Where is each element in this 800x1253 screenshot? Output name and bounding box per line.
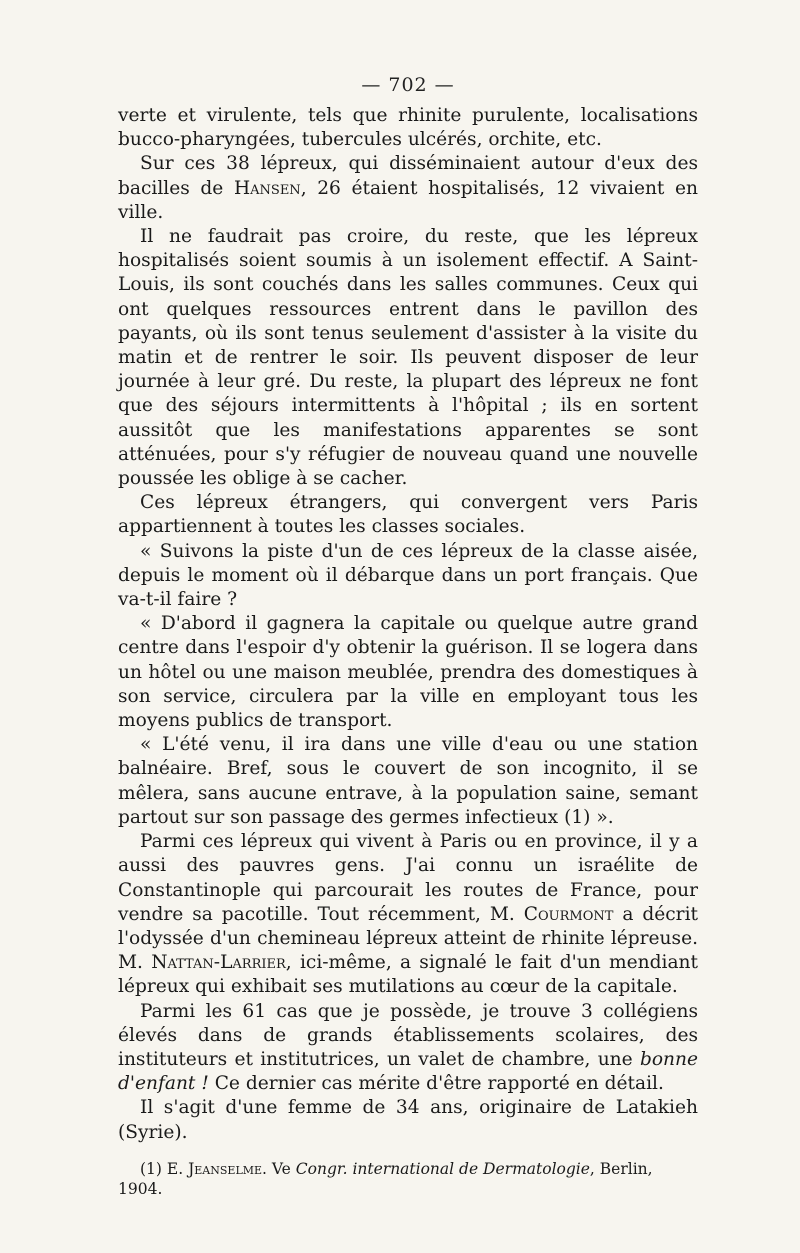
paragraph-text: « L'été venu, il ira dans une ville d'eau ou une station balnéaire. Bref, sous le couvert de son incognito, il se mêlera, sans aucune entrave, à la population saine, semant partout sur son passage des germes infectieux (1) ». bbox=[118, 734, 698, 828]
paragraph-text: , ici-même, a signalé le fait d'un mendiant lépreux qui exhibait ses mutilations au cœur de la capitale. bbox=[118, 952, 698, 998]
paragraph bbox=[118, 830, 698, 999]
author-name: Courmont bbox=[523, 903, 614, 925]
paragraph-text: Il s'agit d'une femme de 34 ans, originaire de Latakieh (Syrie). bbox=[118, 1097, 698, 1143]
footnote-text: , Berlin, 1904. bbox=[118, 1159, 653, 1198]
footnote bbox=[118, 1159, 698, 1199]
paragraph-text: Parmi ces lépreux qui vivent à Paris ou en province, il y a aussi des pauvres gens. J'ai connu un israélite de Constantinople qui parcourait les routes de France, pour vendre sa pacotille. Tout récemment, M. bbox=[118, 831, 698, 925]
paragraph-text: Ce dernier cas mérite d'être rapporté en détail. bbox=[208, 1073, 664, 1095]
paragraph-text: Parmi les 61 cas que je possède, je trouve 3 collégiens élevés dans de grands établissements scolaires, des instituteurs et institutrices, un valet de chambre, une bbox=[118, 1000, 698, 1070]
author-name: Jeanselme bbox=[188, 1159, 263, 1178]
paragraph-text: a décrit l'odyssée d'un chemineau lépreux atteint de rhinite lépreuse. M. bbox=[118, 903, 698, 974]
paragraph bbox=[118, 612, 698, 733]
paragraph-text: Ces lépreux étrangers, qui convergent vers Paris appartiennent à toutes les classes sociales. bbox=[118, 492, 698, 538]
footnote-text: (1) E. bbox=[140, 1159, 189, 1178]
italic-text: Congr. international de Dermatologie bbox=[295, 1159, 590, 1178]
author-name: Nattan-Larrier bbox=[151, 952, 286, 974]
page-number: — 702 — bbox=[361, 74, 455, 96]
paragraph bbox=[118, 104, 698, 152]
paragraph bbox=[118, 1000, 698, 1097]
paragraph-text: verte et virulente, tels que rhinite purulente, localisations bucco-pharyngées, tubercules ulcérés, orchite, etc. bbox=[118, 105, 698, 151]
paragraph-text: Sur ces 38 lépreux, qui disséminaient autour d'eux des bacilles de bbox=[118, 153, 698, 199]
paragraph-text: Il ne faudrait pas croire, du reste, que les lépreux hospitalisés soient soumis à un isolement effectif. A Saint-Louis, ils sont couchés dans les salles communes. Ceux qui ont quelques ressources entrent dans le pavillon des payants, où ils sont tenus seulement d'assister à la visite du matin et de rentrer le soir. Ils peuvent disposer de leur journée à leur gré. Du reste, la plupart des lépreux ne font que des séjours intermittents à l'hôpital ; ils en sortent aussitôt que les manifestations apparentes se sont atténuées, pour s'y réfugier de nouveau quand une nouvelle poussée les oblige à se cacher. bbox=[118, 226, 698, 490]
paragraph bbox=[118, 733, 698, 830]
document-page bbox=[118, 74, 698, 1199]
paragraph bbox=[118, 152, 698, 225]
author-name: Hansen bbox=[233, 177, 301, 199]
paragraph-text: « D'abord il gagnera la capitale ou quelque autre grand centre dans l'espoir d'y obtenir la guérison. Il se logera dans un hôtel ou une maison meublée, prendra des domestiques à son service, circulera par la ville en employant tous les moyens publics de transport. bbox=[118, 613, 698, 732]
body-text bbox=[118, 104, 698, 1145]
paragraph-text: , 26 étaient hospitalisés, 12 vivaient en ville. bbox=[118, 177, 698, 223]
paragraph bbox=[118, 225, 698, 491]
paragraph bbox=[118, 491, 698, 539]
paragraph-text: « Suivons la piste d'un de ces lépreux de la classe aisée, depuis le moment où il débarque dans un port français. Que va-t-il faire ? bbox=[118, 540, 698, 611]
paragraph bbox=[118, 1096, 698, 1144]
paragraph bbox=[118, 540, 698, 613]
italic-text: bonne d'enfant ! bbox=[118, 1048, 698, 1095]
footnote-text: . Ve bbox=[262, 1159, 296, 1178]
